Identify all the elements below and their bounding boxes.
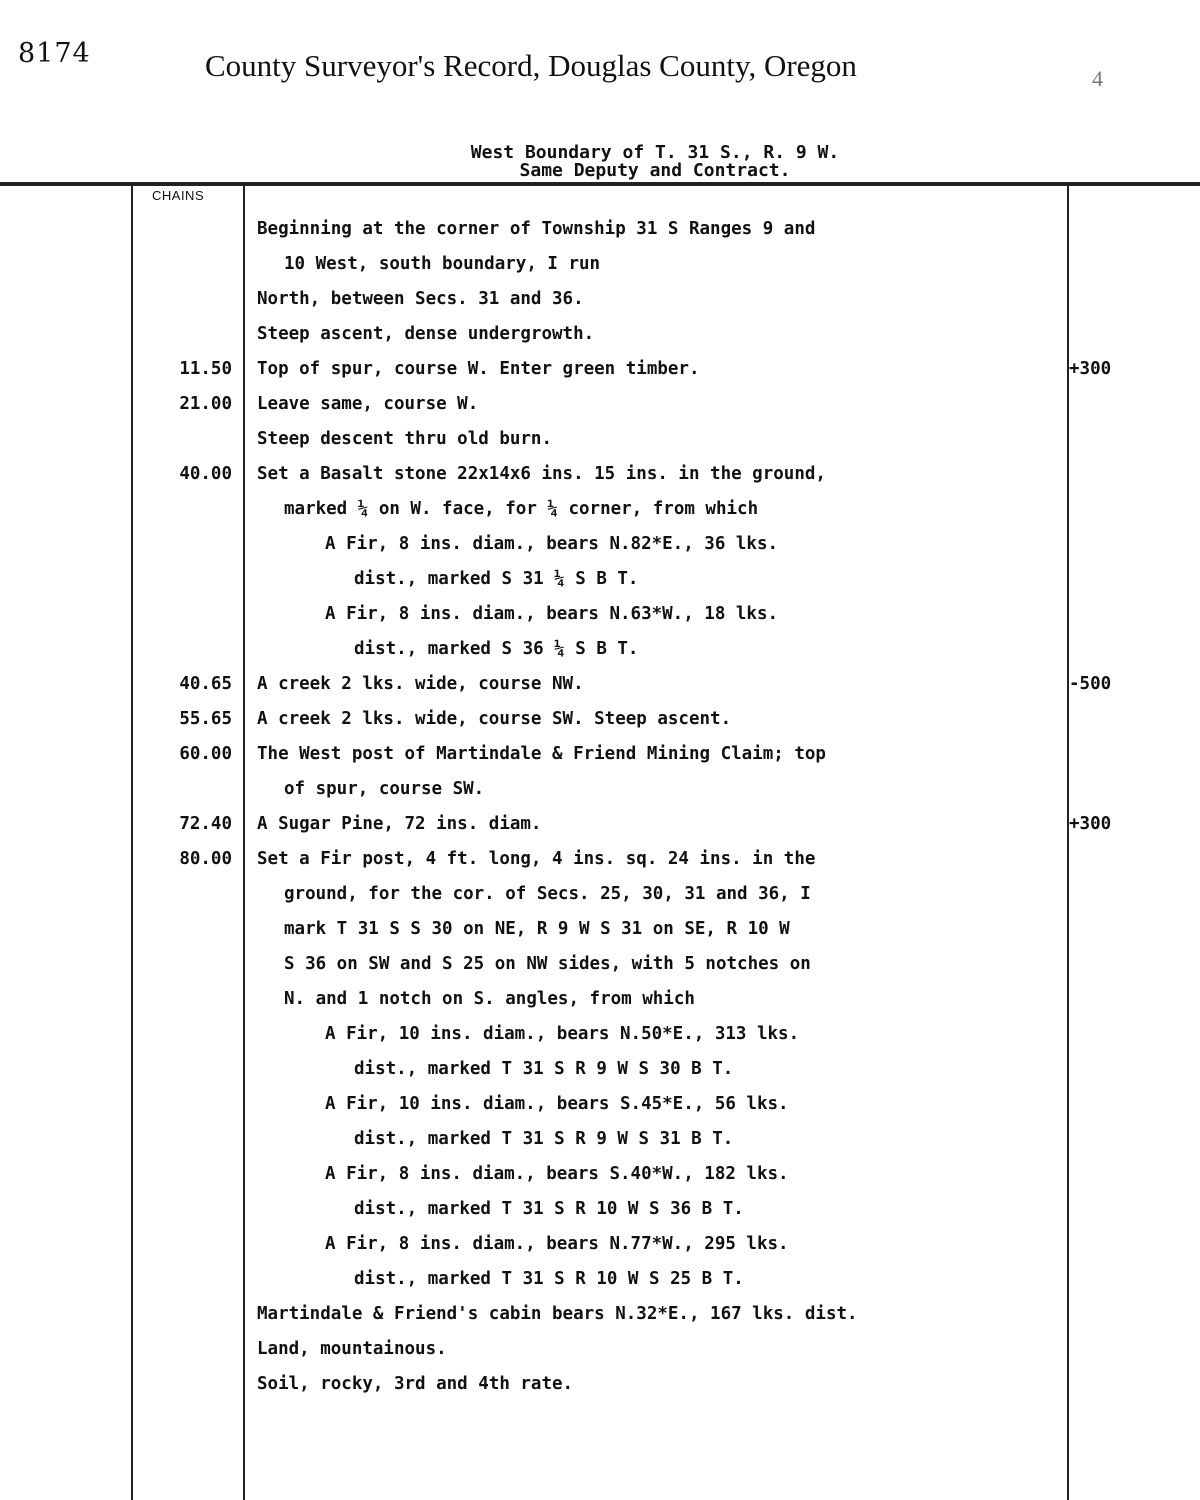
- survey-note-text: mark T 31 S S 30 on NE, R 9 W S 31 on SE, R 10 W: [284, 919, 790, 939]
- survey-note-text: dist., marked T 31 S R 10 W S 25 B T.: [354, 1269, 744, 1289]
- survey-line: [0, 1227, 1200, 1262]
- chains-value: 55.65: [179, 709, 232, 729]
- chains-value: 11.50: [179, 359, 232, 379]
- survey-note-text: dist., marked S 31 ¼ S B T.: [354, 569, 639, 589]
- survey-line: [0, 772, 1200, 807]
- chains-value: 72.40: [179, 814, 232, 834]
- survey-line: [0, 317, 1200, 352]
- survey-line: [0, 212, 1200, 247]
- survey-line: [0, 597, 1200, 632]
- survey-note-text: A creek 2 lks. wide, course SW. Steep ascent.: [257, 709, 732, 729]
- survey-note-text: North, between Secs. 31 and 36.: [257, 289, 584, 309]
- survey-line: [0, 1192, 1200, 1227]
- survey-line: [0, 247, 1200, 282]
- survey-line: [0, 1157, 1200, 1192]
- survey-line: [0, 982, 1200, 1017]
- chains-value: 40.00: [179, 464, 232, 484]
- survey-note-text: Land, mountainous.: [257, 1339, 447, 1359]
- section-title: West Boundary of T. 31 S., R. 9 W.: [470, 142, 840, 163]
- survey-note-text: Martindale & Friend's cabin bears N.32*E., 167 lks. dist.: [257, 1304, 858, 1324]
- survey-note-text: 10 West, south boundary, I run: [284, 254, 601, 274]
- survey-note-text: A Fir, 8 ins. diam., bears N.77*W., 295 lks.: [325, 1234, 789, 1254]
- survey-note-text: Steep ascent, dense undergrowth.: [257, 324, 595, 344]
- elevation-change: +300: [1069, 814, 1112, 834]
- corner-mark: 4: [1092, 66, 1103, 91]
- survey-note-text: Set a Fir post, 4 ft. long, 4 ins. sq. 24 ins. in the: [257, 849, 816, 869]
- survey-line: [0, 877, 1200, 912]
- survey-line: [0, 912, 1200, 947]
- survey-note-text: A Fir, 10 ins. diam., bears S.45*E., 56 lks.: [325, 1094, 789, 1114]
- page-title: County Surveyor's Record, Douglas County, Oregon: [205, 48, 857, 83]
- chains-value: 40.65: [179, 674, 232, 694]
- survey-note-text: Leave same, course W.: [257, 394, 479, 414]
- survey-note-text: N. and 1 notch on S. angles, from which: [284, 989, 695, 1009]
- chains-value: 60.00: [179, 744, 232, 764]
- survey-line: [0, 1122, 1200, 1157]
- survey-note-text: A Fir, 8 ins. diam., bears S.40*W., 182 lks.: [325, 1164, 789, 1184]
- survey-line: [0, 632, 1200, 667]
- chains-value: 80.00: [179, 849, 232, 869]
- survey-note-text: A Sugar Pine, 72 ins. diam.: [257, 814, 542, 834]
- survey-note-text: Beginning at the corner of Township 31 S Ranges 9 and: [257, 219, 816, 239]
- survey-line: [0, 807, 1200, 842]
- survey-line: [0, 282, 1200, 317]
- survey-line: [0, 1332, 1200, 1367]
- survey-line: [0, 1087, 1200, 1122]
- survey-line: [0, 422, 1200, 457]
- survey-line: [0, 492, 1200, 527]
- survey-line: [0, 387, 1200, 422]
- survey-note-text: Set a Basalt stone 22x14x6 ins. 15 ins. in the ground,: [257, 464, 826, 484]
- survey-note-text: Steep descent thru old burn.: [257, 429, 553, 449]
- survey-note-text: Soil, rocky, 3rd and 4th rate.: [257, 1374, 574, 1394]
- chains-value: 21.00: [179, 394, 232, 414]
- survey-line: [0, 352, 1200, 387]
- survey-line: [0, 1017, 1200, 1052]
- survey-line: [0, 1367, 1200, 1402]
- page-number: 8174: [18, 38, 91, 69]
- section-subtitle: Same Deputy and Contract.: [519, 160, 791, 181]
- survey-note-text: dist., marked T 31 S R 9 W S 30 B T.: [354, 1059, 734, 1079]
- survey-line: [0, 1297, 1200, 1332]
- survey-line: [0, 457, 1200, 492]
- survey-note-text: A Fir, 8 ins. diam., bears N.82*E., 36 lks.: [325, 534, 779, 554]
- survey-line: [0, 842, 1200, 877]
- survey-line: [0, 737, 1200, 772]
- survey-note-text: S 36 on SW and S 25 on NW sides, with 5 notches on: [284, 954, 811, 974]
- survey-note-text: ground, for the cor. of Secs. 25, 30, 31 and 36, I: [284, 884, 811, 904]
- elevation-change: -500: [1069, 674, 1112, 694]
- survey-line: [0, 947, 1200, 982]
- survey-line: [0, 702, 1200, 737]
- survey-line: [0, 1262, 1200, 1297]
- survey-line: [0, 1052, 1200, 1087]
- survey-note-text: A creek 2 lks. wide, course NW.: [257, 674, 584, 694]
- survey-note-text: A Fir, 10 ins. diam., bears N.50*E., 313 lks.: [325, 1024, 800, 1044]
- survey-note-text: marked ¼ on W. face, for ¼ corner, from which: [284, 499, 759, 519]
- top-rule: [0, 182, 1200, 186]
- elevation-change: +300: [1069, 359, 1112, 379]
- survey-note-text: A Fir, 8 ins. diam., bears N.63*W., 18 lks.: [325, 604, 779, 624]
- survey-entries: [0, 212, 1200, 1402]
- survey-note-text: dist., marked S 36 ¼ S B T.: [354, 639, 639, 659]
- chains-column-header: CHAINS: [152, 188, 205, 203]
- survey-line: [0, 562, 1200, 597]
- survey-line: [0, 667, 1200, 702]
- survey-note-text: of spur, course SW.: [284, 779, 485, 799]
- survey-line: [0, 527, 1200, 562]
- survey-note-text: dist., marked T 31 S R 9 W S 31 B T.: [354, 1129, 734, 1149]
- survey-note-text: dist., marked T 31 S R 10 W S 36 B T.: [354, 1199, 744, 1219]
- survey-note-text: Top of spur, course W. Enter green timber.: [257, 359, 700, 379]
- survey-note-text: The West post of Martindale & Friend Mining Claim; top: [257, 744, 826, 764]
